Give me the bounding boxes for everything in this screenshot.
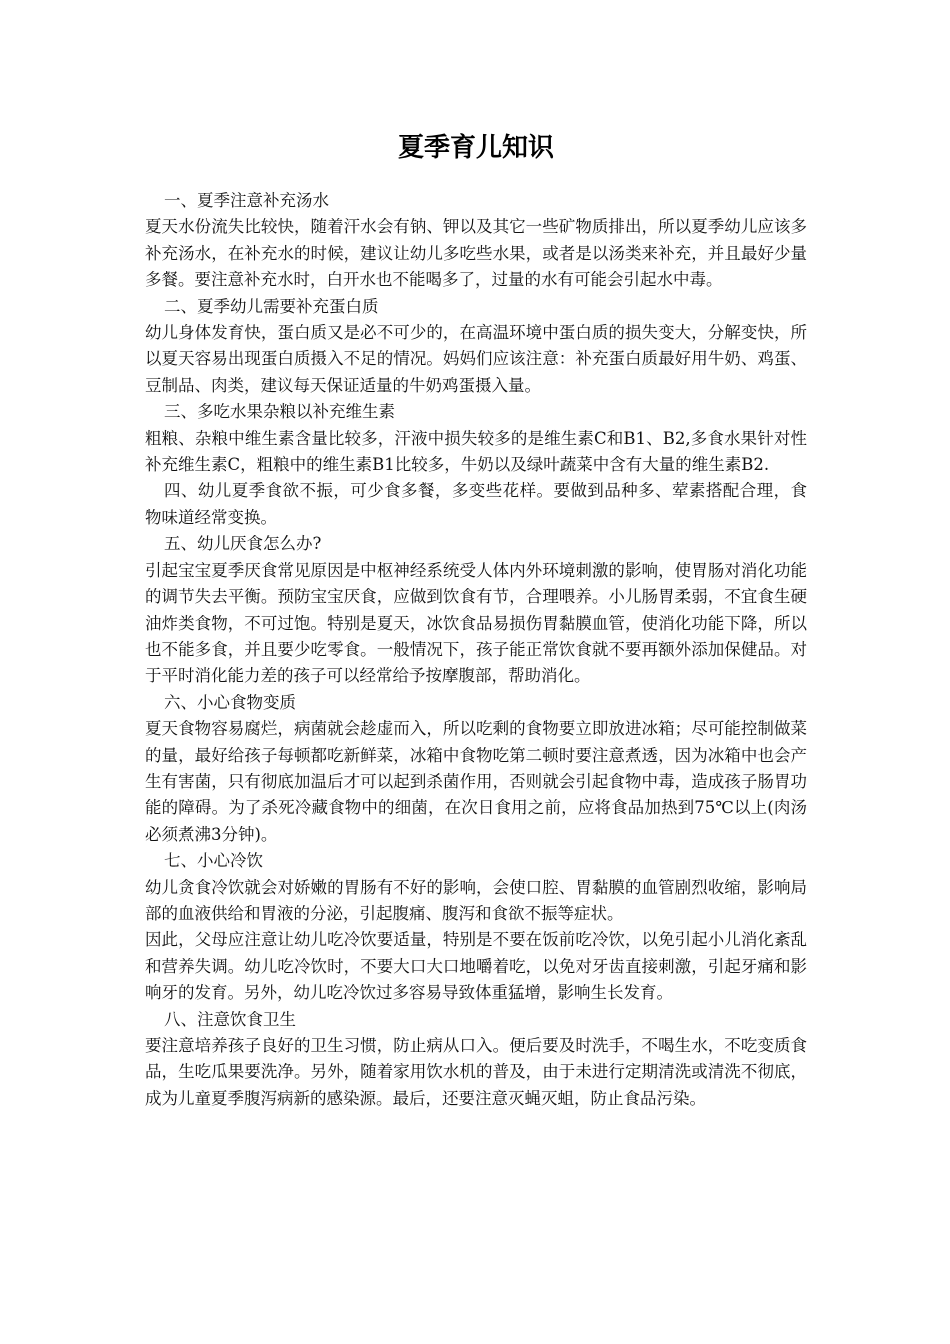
section-heading: 六、小心食物变质 bbox=[164, 692, 296, 712]
section-paragraph: 夏天水份流失比较快，随着汗水会有钠、钾以及其它一些矿物质排出，所以夏季幼儿应该多补充汤水，在补充水的时候，建议让幼儿多吃些水果，或者是以汤类来补充，并且最好少量多餐。要注意补充水时，白开水也不能喝多了，过量的水有可能会引起水中毒。 bbox=[145, 217, 807, 290]
section-heading: 二、夏季幼儿需要补充蛋白质 bbox=[164, 296, 379, 316]
section-paragraph: 粗粮、杂粮中维生素含量比较多，汗液中损失较多的是维生素C和B1、B2,多食水果针对性补充维生素C，粗粮中的维生素B1比较多，牛奶以及绿叶蔬菜中含有大量的维生素B2. bbox=[145, 428, 807, 475]
section-5 bbox=[145, 531, 807, 689]
section-2 bbox=[145, 294, 807, 400]
section-8 bbox=[145, 1007, 807, 1113]
section-3 bbox=[145, 399, 807, 478]
section-paragraph: 幼儿贪食冷饮就会对娇嫩的胃肠有不好的影响，会使口腔、胃黏膜的血管剧烈收缩，影响局部的血液供给和胃液的分泌，引起腹痛、腹泻和食欲不振等症状。 bbox=[145, 877, 807, 923]
section-heading: 一、夏季注意补充汤水 bbox=[164, 191, 329, 210]
section-4 bbox=[145, 478, 807, 531]
section-paragraph: 夏天食物容易腐烂，病菌就会趁虚而入，所以吃剩的食物要立即放进冰箱；尽可能控制做菜的量，最好给孩子每顿都吃新鲜菜，冰箱中食物吃第二顿时要注意煮透，因为冰箱中也会产生有害菌，只有彻底加温后才可以起到杀菌作用，否则就会引起食物中毒，造成孩子肠胃功能的障碍。为了杀死冷藏食物中的细菌，在次日食用之前，应将食品加热到75℃以上(肉汤必须煮沸3分钟)。 bbox=[145, 719, 807, 844]
document-title: 夏季育儿知识 bbox=[397, 133, 554, 163]
section-1 bbox=[145, 188, 807, 294]
section-paragraph: 幼儿身体发育快，蛋白质又是必不可少的，在高温环境中蛋白质的损失变大，分解变快，所以夏天容易出现蛋白质摄入不足的情况。妈妈们应该注意：补充蛋白质最好用牛奶、鸡蛋、豆制品、肉类，建议每天保证适量的牛奶鸡蛋摄入量。 bbox=[145, 323, 807, 395]
section-heading: 三、多吃水果杂粮以补充维生素 bbox=[164, 402, 395, 422]
section-paragraph: 引起宝宝夏季厌食常见原因是中枢神经系统受人体内外环境刺激的影响，使胃肠对消化功能的调节失去平衡。预防宝宝厌食，应做到饮食有节，合理喂养。小儿肠胃柔弱，不宜食生硬油炸类食物，不可过饱。特别是夏天，冰饮食品易损伤胃黏膜血管，使消化功能下降，所以也不能多食，并且要少吃零食。一般情况下，孩子能正常饮食就不要再额外添加保健品。对于平时消化能力差的孩子可以经常给予按摩腹部，帮助消化。 bbox=[145, 560, 807, 686]
section-heading: 七、小心冷饮 bbox=[164, 851, 263, 871]
section-heading: 五、幼儿厌食怎么办? bbox=[164, 534, 322, 554]
section-6 bbox=[145, 690, 807, 848]
section-heading: 八、注意饮食卫生 bbox=[164, 1009, 296, 1029]
section-paragraph: 要注意培养孩子良好的卫生习惯，防止病从口入。便后要及时洗手，不喝生水，不吃变质食品，生吃瓜果要洗净。另外，随着家用饮水机的普及，由于未进行定期清洗或清洗不彻底，成为儿童夏季腹泻病新的感染源。最后，还要注意灭蝇灭蛆，防止食品污染。 bbox=[145, 1036, 807, 1108]
section-paragraph: 四、幼儿夏季食欲不振，可少食多餐，多变些花样。要做到品种多、荤素搭配合理，食物味道经常变换。 bbox=[145, 481, 807, 527]
section-paragraph: 因此，父母应注意让幼儿吃冷饮要适量，特别是不要在饭前吃冷饮，以免引起小儿消化紊乱和营养失调。幼儿吃冷饮时，不要大口大口地嚼着吃，以免对牙齿直接刺激，引起牙痛和影响牙的发育。另外，幼儿吃冷饮过多容易导致体重猛增，影响生长发育。 bbox=[145, 930, 807, 1003]
document-body bbox=[145, 126, 807, 1112]
section-7 bbox=[145, 848, 807, 1006]
